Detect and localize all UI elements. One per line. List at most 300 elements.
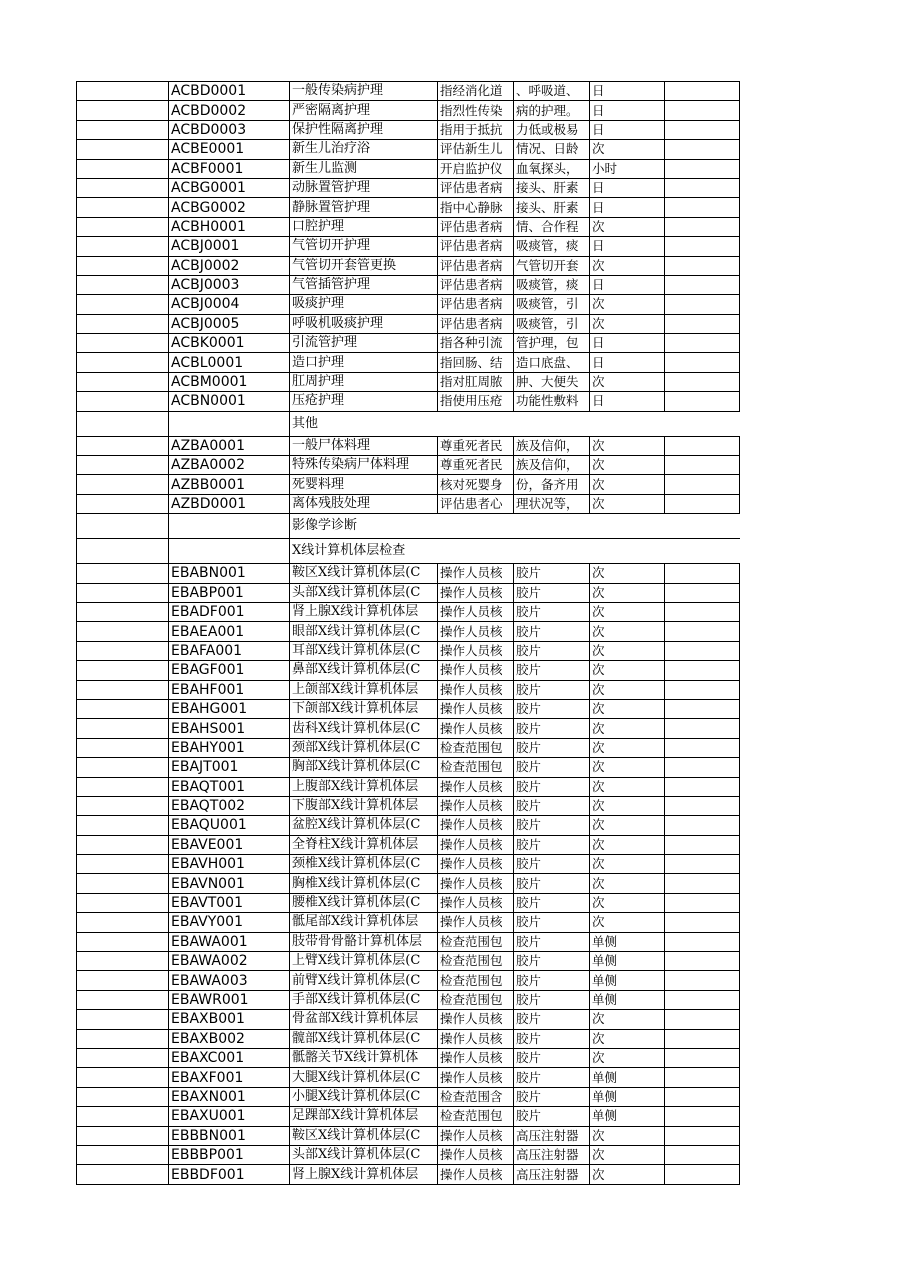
- item-extra: 造口底盘、: [514, 353, 590, 372]
- item-extra: 胶片: [514, 932, 590, 951]
- item-extra: 胶片: [514, 990, 590, 1009]
- item-name: 胸椎X线计算机体层(C: [290, 874, 438, 893]
- table-row: [77, 159, 740, 178]
- item-unit: 单侧: [590, 952, 665, 971]
- table-row: [77, 1048, 740, 1067]
- table-row: [77, 1107, 740, 1126]
- price-table: [76, 81, 740, 1185]
- item-code: EBAXC001: [169, 1048, 290, 1067]
- item-extra: 胶片: [514, 1107, 590, 1126]
- item-name: 呼吸机吸痰护理: [290, 314, 438, 333]
- item-name: 气管切开护理: [290, 237, 438, 256]
- item-code: EBAHY001: [169, 738, 290, 757]
- item-code: ACBJ0001: [169, 237, 290, 256]
- table-row: [77, 82, 740, 101]
- table-row: [77, 622, 740, 641]
- item-unit: 次: [590, 1145, 665, 1164]
- item-name: 下颌部X线计算机体层: [290, 699, 438, 718]
- item-name: 气管切开套管更换: [290, 256, 438, 275]
- item-code: EBAJT001: [169, 758, 290, 777]
- table-row: [77, 198, 740, 217]
- blank-cell: [77, 622, 169, 641]
- item-unit: 次: [590, 661, 665, 680]
- table-row: [77, 602, 740, 621]
- item-code: AZBD0001: [169, 494, 290, 513]
- item-unit: 次: [590, 436, 665, 455]
- item-code: ACBE0001: [169, 140, 290, 159]
- blank-cell: [77, 275, 169, 294]
- blank-cell: [665, 738, 740, 757]
- item-code: EBAWR001: [169, 990, 290, 1009]
- item-code: EBAWA001: [169, 932, 290, 951]
- blank-cell: [665, 353, 740, 372]
- table-row: [77, 796, 740, 815]
- blank-cell: [665, 1010, 740, 1029]
- item-name: 腰椎X线计算机体层(C: [290, 893, 438, 912]
- blank-cell: [665, 275, 740, 294]
- item-content: 评估患者病: [438, 275, 514, 294]
- item-content: 指经消化道: [438, 82, 514, 101]
- table-row: [77, 1029, 740, 1048]
- blank-cell: [77, 874, 169, 893]
- table-row: [77, 564, 740, 583]
- item-unit: 单侧: [590, 971, 665, 990]
- item-extra: 胶片: [514, 583, 590, 602]
- item-unit: 日: [590, 334, 665, 353]
- item-name: 肾上腺X线计算机体层: [290, 602, 438, 621]
- item-code: ACBD0003: [169, 120, 290, 139]
- item-code: EBAVT001: [169, 893, 290, 912]
- item-content: 检查范围包: [438, 1107, 514, 1126]
- table-row: [77, 275, 740, 294]
- item-extra: 血氧探头，: [514, 159, 590, 178]
- item-content: 操作人员核: [438, 855, 514, 874]
- table-row: [77, 893, 740, 912]
- item-extra: 情况、日龄: [514, 140, 590, 159]
- item-unit: 次: [590, 475, 665, 494]
- table-row: [77, 641, 740, 660]
- item-extra: 胶片: [514, 835, 590, 854]
- item-content: 操作人员核: [438, 564, 514, 583]
- table-row: [77, 913, 740, 932]
- item-name: 鞍区X线计算机体层(C: [290, 564, 438, 583]
- item-content: 核对死婴身: [438, 475, 514, 494]
- item-unit: 次: [590, 816, 665, 835]
- item-unit: 次: [590, 1029, 665, 1048]
- item-content: 操作人员核: [438, 796, 514, 815]
- blank-cell: [77, 777, 169, 796]
- item-name: 大腿X线计算机体层(C: [290, 1068, 438, 1087]
- item-extra: 胶片: [514, 680, 590, 699]
- item-unit: 次: [590, 835, 665, 854]
- blank-cell: [169, 514, 290, 539]
- table-row: [77, 835, 740, 854]
- item-name: 小腿X线计算机体层(C: [290, 1087, 438, 1106]
- item-unit: 次: [590, 874, 665, 893]
- item-code: ACBF0001: [169, 159, 290, 178]
- blank-cell: [665, 1068, 740, 1087]
- item-content: 评估新生儿: [438, 140, 514, 159]
- item-content: 检查范围包: [438, 971, 514, 990]
- blank-cell: [77, 256, 169, 275]
- blank-cell: [665, 314, 740, 333]
- blank-cell: [665, 456, 740, 475]
- item-code: EBAXB002: [169, 1029, 290, 1048]
- table-row: [77, 101, 740, 120]
- item-unit: 日: [590, 120, 665, 139]
- blank-cell: [665, 816, 740, 835]
- item-name: 肛周护理: [290, 372, 438, 391]
- item-unit: 次: [590, 680, 665, 699]
- blank-cell: [77, 952, 169, 971]
- table-row: [77, 475, 740, 494]
- item-extra: 情、合作程: [514, 217, 590, 236]
- item-name: 肾上腺X线计算机体层: [290, 1165, 438, 1184]
- item-code: EBAVY001: [169, 913, 290, 932]
- section-heading: X线计算机体层检查: [290, 539, 740, 564]
- item-extra: 胶片: [514, 1010, 590, 1029]
- item-unit: 次: [590, 456, 665, 475]
- item-content: 指烈性传染: [438, 101, 514, 120]
- table-row: [77, 353, 740, 372]
- table-row: [77, 816, 740, 835]
- item-code: ACBG0001: [169, 178, 290, 197]
- item-unit: 次: [590, 1126, 665, 1145]
- item-extra: 吸痰管，引: [514, 295, 590, 314]
- table-row: [77, 1126, 740, 1145]
- table-row: [77, 952, 740, 971]
- item-unit: 次: [590, 758, 665, 777]
- item-extra: 族及信仰，: [514, 456, 590, 475]
- item-extra: 胶片: [514, 564, 590, 583]
- blank-cell: [77, 661, 169, 680]
- item-extra: 胶片: [514, 622, 590, 641]
- item-content: 尊重死者民: [438, 456, 514, 475]
- item-extra: 胶片: [514, 971, 590, 990]
- table-row: [77, 1087, 740, 1106]
- blank-cell: [665, 1087, 740, 1106]
- item-content: 操作人员核: [438, 661, 514, 680]
- item-content: 评估患者病: [438, 217, 514, 236]
- table-row: [77, 237, 740, 256]
- item-unit: 日: [590, 392, 665, 411]
- item-extra: 胶片: [514, 1087, 590, 1106]
- item-code: EBABP001: [169, 583, 290, 602]
- item-unit: 日: [590, 178, 665, 197]
- item-name: 动脉置管护理: [290, 178, 438, 197]
- blank-cell: [77, 1165, 169, 1184]
- item-name: 骶髂关节X线计算机体: [290, 1048, 438, 1067]
- blank-cell: [77, 494, 169, 513]
- item-name: 齿科X线计算机体层(C: [290, 719, 438, 738]
- item-extra: 力低或极易: [514, 120, 590, 139]
- item-content: 检查范围包: [438, 758, 514, 777]
- item-content: 检查范围包: [438, 738, 514, 757]
- item-code: EBAXB001: [169, 1010, 290, 1029]
- blank-cell: [665, 256, 740, 275]
- blank-cell: [77, 1010, 169, 1029]
- item-extra: 、呼吸道、: [514, 82, 590, 101]
- item-unit: 单侧: [590, 1107, 665, 1126]
- item-unit: 日: [590, 198, 665, 217]
- item-name: 死婴料理: [290, 475, 438, 494]
- item-unit: 次: [590, 699, 665, 718]
- item-unit: 次: [590, 1165, 665, 1184]
- section-heading: 其他: [290, 411, 740, 436]
- item-extra: 胶片: [514, 913, 590, 932]
- item-unit: 次: [590, 777, 665, 796]
- item-content: 检查范围含: [438, 1087, 514, 1106]
- blank-cell: [665, 372, 740, 391]
- item-code: ACBG0002: [169, 198, 290, 217]
- item-content: 评估患者病: [438, 314, 514, 333]
- blank-cell: [665, 82, 740, 101]
- blank-cell: [77, 971, 169, 990]
- item-extra: 病的护理。: [514, 101, 590, 120]
- table-row: [77, 874, 740, 893]
- item-extra: 胶片: [514, 719, 590, 738]
- item-extra: 胶片: [514, 1068, 590, 1087]
- item-name: 新生儿监测: [290, 159, 438, 178]
- blank-cell: [77, 334, 169, 353]
- item-code: EBAXF001: [169, 1068, 290, 1087]
- blank-cell: [665, 178, 740, 197]
- item-name: 一般传染病护理: [290, 82, 438, 101]
- item-content: 操作人员核: [438, 1068, 514, 1087]
- item-content: 指用于抵抗: [438, 120, 514, 139]
- blank-cell: [665, 893, 740, 912]
- item-content: 指使用压疮: [438, 392, 514, 411]
- item-content: 操作人员核: [438, 622, 514, 641]
- blank-cell: [665, 1029, 740, 1048]
- table-row: [77, 217, 740, 236]
- blank-cell: [665, 758, 740, 777]
- item-code: ACBL0001: [169, 353, 290, 372]
- item-extra: 胶片: [514, 602, 590, 621]
- table-row: [77, 494, 740, 513]
- item-extra: 胶片: [514, 1048, 590, 1067]
- item-unit: 次: [590, 217, 665, 236]
- blank-cell: [77, 456, 169, 475]
- item-name: 新生儿治疗浴: [290, 140, 438, 159]
- item-unit: 次: [590, 564, 665, 583]
- item-code: EBAEA001: [169, 622, 290, 641]
- blank-cell: [77, 1068, 169, 1087]
- item-extra: 胶片: [514, 893, 590, 912]
- blank-cell: [77, 392, 169, 411]
- item-extra: 胶片: [514, 758, 590, 777]
- blank-cell: [169, 411, 290, 436]
- table-row: [77, 120, 740, 139]
- item-content: 评估患者病: [438, 237, 514, 256]
- item-code: ACBJ0003: [169, 275, 290, 294]
- blank-cell: [665, 699, 740, 718]
- item-code: AZBA0001: [169, 436, 290, 455]
- item-unit: 次: [590, 494, 665, 513]
- blank-cell: [77, 1029, 169, 1048]
- blank-cell: [77, 539, 169, 564]
- item-code: ACBJ0002: [169, 256, 290, 275]
- item-unit: 日: [590, 82, 665, 101]
- item-unit: 次: [590, 893, 665, 912]
- item-code: EBAWA003: [169, 971, 290, 990]
- item-code: EBAGF001: [169, 661, 290, 680]
- item-name: 颈部X线计算机体层(C: [290, 738, 438, 757]
- item-name: 上腹部X线计算机体层: [290, 777, 438, 796]
- table-row: [77, 719, 740, 738]
- blank-cell: [77, 411, 169, 436]
- blank-cell: [77, 1107, 169, 1126]
- blank-cell: [77, 475, 169, 494]
- item-name: 一般尸体料理: [290, 436, 438, 455]
- table-row: [77, 1165, 740, 1184]
- item-code: EBBBP001: [169, 1145, 290, 1164]
- item-code: ACBM0001: [169, 372, 290, 391]
- item-code: ACBN0001: [169, 392, 290, 411]
- item-name: 引流管护理: [290, 334, 438, 353]
- item-code: EBAWA002: [169, 952, 290, 971]
- item-extra: 接头、肝素: [514, 178, 590, 197]
- item-content: 评估患者心: [438, 494, 514, 513]
- blank-cell: [665, 1165, 740, 1184]
- item-name: 压疮护理: [290, 392, 438, 411]
- blank-cell: [665, 874, 740, 893]
- item-unit: 日: [590, 353, 665, 372]
- blank-cell: [77, 237, 169, 256]
- item-name: 颈椎X线计算机体层(C: [290, 855, 438, 874]
- item-extra: 吸痰管，痰: [514, 237, 590, 256]
- section-row: [77, 539, 740, 564]
- item-content: 操作人员核: [438, 1126, 514, 1145]
- item-extra: 胶片: [514, 699, 590, 718]
- section-row: [77, 514, 740, 539]
- item-unit: 次: [590, 295, 665, 314]
- item-unit: 日: [590, 275, 665, 294]
- item-extra: 功能性敷料: [514, 392, 590, 411]
- table-row: [77, 971, 740, 990]
- blank-cell: [77, 514, 169, 539]
- blank-cell: [77, 178, 169, 197]
- item-code: AZBB0001: [169, 475, 290, 494]
- item-code: EBAXU001: [169, 1107, 290, 1126]
- item-code: EBAXN001: [169, 1087, 290, 1106]
- section-row: [77, 411, 740, 436]
- item-extra: 族及信仰，: [514, 436, 590, 455]
- blank-cell: [77, 120, 169, 139]
- item-name: 鼻部X线计算机体层(C: [290, 661, 438, 680]
- blank-cell: [77, 564, 169, 583]
- blank-cell: [665, 719, 740, 738]
- table-row: [77, 436, 740, 455]
- item-unit: 次: [590, 1048, 665, 1067]
- item-content: 操作人员核: [438, 913, 514, 932]
- blank-cell: [665, 494, 740, 513]
- table-row: [77, 456, 740, 475]
- blank-cell: [77, 1048, 169, 1067]
- item-name: 上臂X线计算机体层(C: [290, 952, 438, 971]
- blank-cell: [665, 1048, 740, 1067]
- item-content: 指各种引流: [438, 334, 514, 353]
- blank-cell: [77, 1087, 169, 1106]
- item-name: 盆腔X线计算机体层(C: [290, 816, 438, 835]
- item-content: 操作人员核: [438, 1010, 514, 1029]
- item-unit: 次: [590, 372, 665, 391]
- table-row: [77, 178, 740, 197]
- table-row: [77, 699, 740, 718]
- item-extra: 吸痰管，痰: [514, 275, 590, 294]
- item-code: EBBDF001: [169, 1165, 290, 1184]
- blank-cell: [77, 758, 169, 777]
- blank-cell: [665, 1126, 740, 1145]
- blank-cell: [77, 583, 169, 602]
- blank-cell: [665, 835, 740, 854]
- item-unit: 次: [590, 256, 665, 275]
- blank-cell: [77, 1145, 169, 1164]
- item-name: 耳部X线计算机体层(C: [290, 641, 438, 660]
- blank-cell: [665, 932, 740, 951]
- item-code: EBABN001: [169, 564, 290, 583]
- item-code: ACBD0002: [169, 101, 290, 120]
- table-row: [77, 256, 740, 275]
- item-extra: 胶片: [514, 661, 590, 680]
- item-content: 操作人员核: [438, 1048, 514, 1067]
- item-unit: 次: [590, 314, 665, 333]
- table-row: [77, 1145, 740, 1164]
- item-unit: 次: [590, 583, 665, 602]
- item-name: 特殊传染病尸体料理: [290, 456, 438, 475]
- item-content: 指对肛周脓: [438, 372, 514, 391]
- item-extra: 吸痰管，引: [514, 314, 590, 333]
- item-content: 评估患者病: [438, 178, 514, 197]
- item-unit: 次: [590, 622, 665, 641]
- blank-cell: [77, 816, 169, 835]
- item-content: 操作人员核: [438, 835, 514, 854]
- item-content: 检查范围包: [438, 932, 514, 951]
- item-unit: 次: [590, 641, 665, 660]
- blank-cell: [665, 661, 740, 680]
- blank-cell: [77, 82, 169, 101]
- item-code: ACBK0001: [169, 334, 290, 353]
- item-content: 操作人员核: [438, 602, 514, 621]
- blank-cell: [665, 622, 740, 641]
- blank-cell: [665, 583, 740, 602]
- blank-cell: [77, 436, 169, 455]
- item-name: 前臂X线计算机体层(C: [290, 971, 438, 990]
- item-name: 头部X线计算机体层(C: [290, 583, 438, 602]
- item-unit: 次: [590, 602, 665, 621]
- item-content: 操作人员核: [438, 1165, 514, 1184]
- item-name: 鞍区X线计算机体层(C: [290, 1126, 438, 1145]
- item-code: ACBD0001: [169, 82, 290, 101]
- item-unit: 次: [590, 1010, 665, 1029]
- item-unit: 日: [590, 237, 665, 256]
- item-code: ACBJ0004: [169, 295, 290, 314]
- item-unit: 次: [590, 913, 665, 932]
- item-name: 严密隔离护理: [290, 101, 438, 120]
- blank-cell: [77, 680, 169, 699]
- item-code: EBAQU001: [169, 816, 290, 835]
- item-unit: 日: [590, 101, 665, 120]
- blank-cell: [169, 539, 290, 564]
- item-content: 评估患者病: [438, 295, 514, 314]
- item-extra: 高压注射器: [514, 1145, 590, 1164]
- item-content: 评估患者病: [438, 256, 514, 275]
- blank-cell: [77, 159, 169, 178]
- blank-cell: [77, 1126, 169, 1145]
- blank-cell: [77, 353, 169, 372]
- item-content: 开启监护仪: [438, 159, 514, 178]
- item-unit: 小时: [590, 159, 665, 178]
